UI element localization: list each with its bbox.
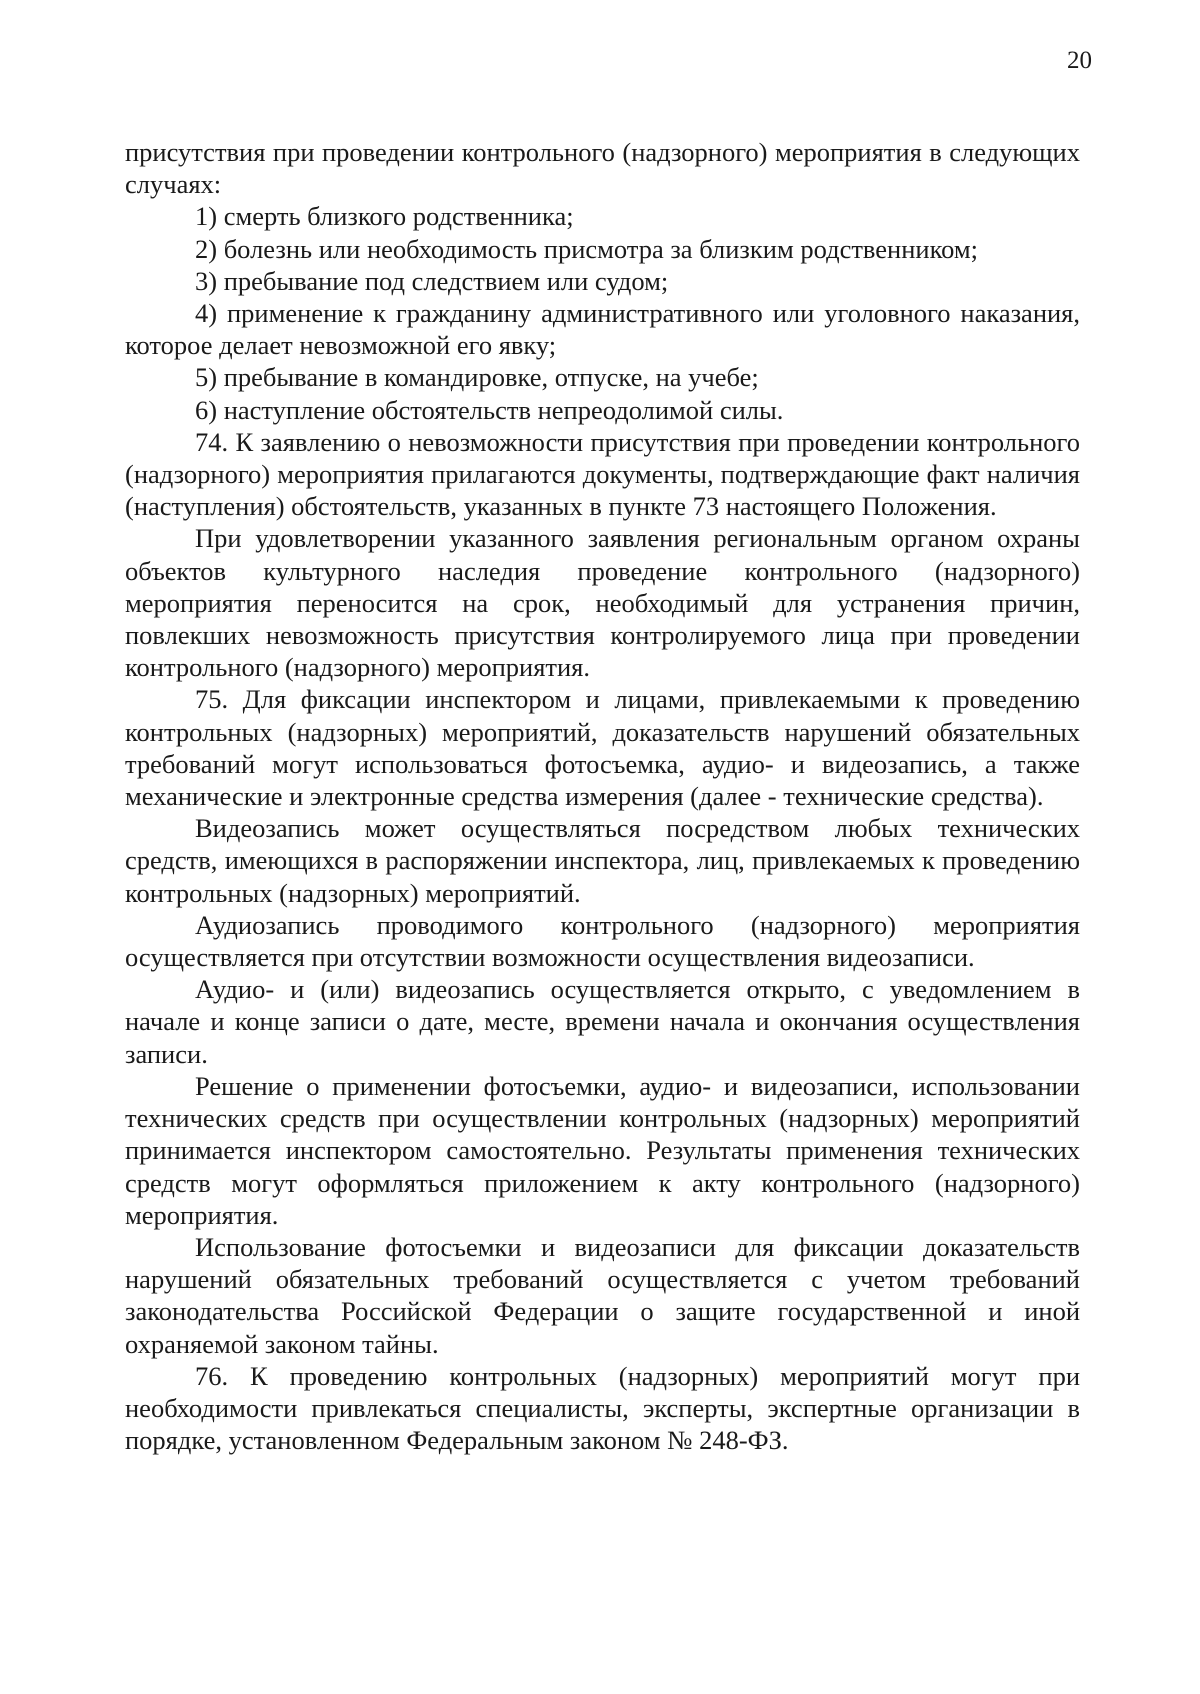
- clause-75-paragraph-4: Аудио- и (или) видеозапись осуществляется открыто, с уведомлением в начале и конце записи о дате, месте, времени начала и окончания осуществления записи.: [125, 974, 1080, 1069]
- page-number: 20: [1067, 47, 1092, 74]
- clause-75-paragraph-2: Видеозапись может осуществляться посредством любых технических средств, имеющихся в распоряжении инспектора, лиц, привлекаемых к проведению контрольных (надзорных) мероприятий.: [125, 813, 1080, 908]
- clause-76: 76. К проведению контрольных (надзорных) мероприятий могут при необходимости привлекаться специалисты, эксперты, экспертные организации в порядке, установленном Федеральным законом № 248-ФЗ.: [125, 1360, 1080, 1456]
- paragraph-continuation: присутствия при проведении контрольного (надзорного) мероприятия в следующих случаях:: [125, 137, 1080, 200]
- clause-75-paragraph-6: Использование фотосъемки и видеозаписи для фиксации доказательств нарушений обязательных требований осуществляется с учетом требований законодательства Российской Федерации о защите государственной и иной охраняемой законом тайны.: [125, 1231, 1080, 1359]
- clause-74-paragraph-2: При удовлетворении указанного заявления региональным органом охраны объектов культурного наследия проведение контрольного (надзорного) мероприятия переносится на срок, необходимый для устранения причин, повлекших невозможность присутствия контролируемого лица при проведении контрольного (надзорного) мероприятия.: [125, 523, 1080, 683]
- list-item-1: 1) смерть близкого родственника;: [195, 201, 574, 232]
- document-body: [125, 136, 1080, 1456]
- list-item-4: 4) применение к гражданину административного или уголовного наказания, которое делает невозможной его явку;: [125, 298, 1080, 361]
- clause-75-paragraph-3: Аудиозапись проводимого контрольного (надзорного) мероприятия осуществляется при отсутствии возможности осуществления видеозаписи.: [125, 909, 1080, 973]
- clause-75: 75. Для фиксации инспектором и лицами, привлекаемыми к проведению контрольных (надзорных) мероприятий, доказательств нарушений обязательных требований могут использоваться фотосъемка, аудио- и видеозапись, а также механические и электронные средства измерения (далее - технические средства).: [125, 684, 1080, 812]
- list-item-5: 5) пребывание в командировке, отпуске, на учебе;: [195, 362, 759, 393]
- list-item-6: 6) наступление обстоятельств непреодолимой силы.: [195, 394, 784, 425]
- clause-75-paragraph-5: Решение о применении фотосъемки, аудио- и видеозаписи, использовании технических средств при осуществлении контрольных (надзорных) мероприятий принимается инспектором самостоятельно. Результаты применения технических средств могут оформляться приложением к акту контрольного (надзорного) мероприятия.: [125, 1070, 1080, 1230]
- list-item-2: 2) болезнь или необходимость присмотра за близким родственником;: [195, 233, 978, 264]
- clause-74: 74. К заявлению о невозможности присутствия при проведении контрольного (надзорного) мероприятия прилагаются документы, подтверждающие факт наличия (наступления) обстоятельств, указанных в пункте 73 настоящего Положения.: [125, 426, 1080, 522]
- list-item-3: 3) пребывание под следствием или судом;: [195, 265, 669, 296]
